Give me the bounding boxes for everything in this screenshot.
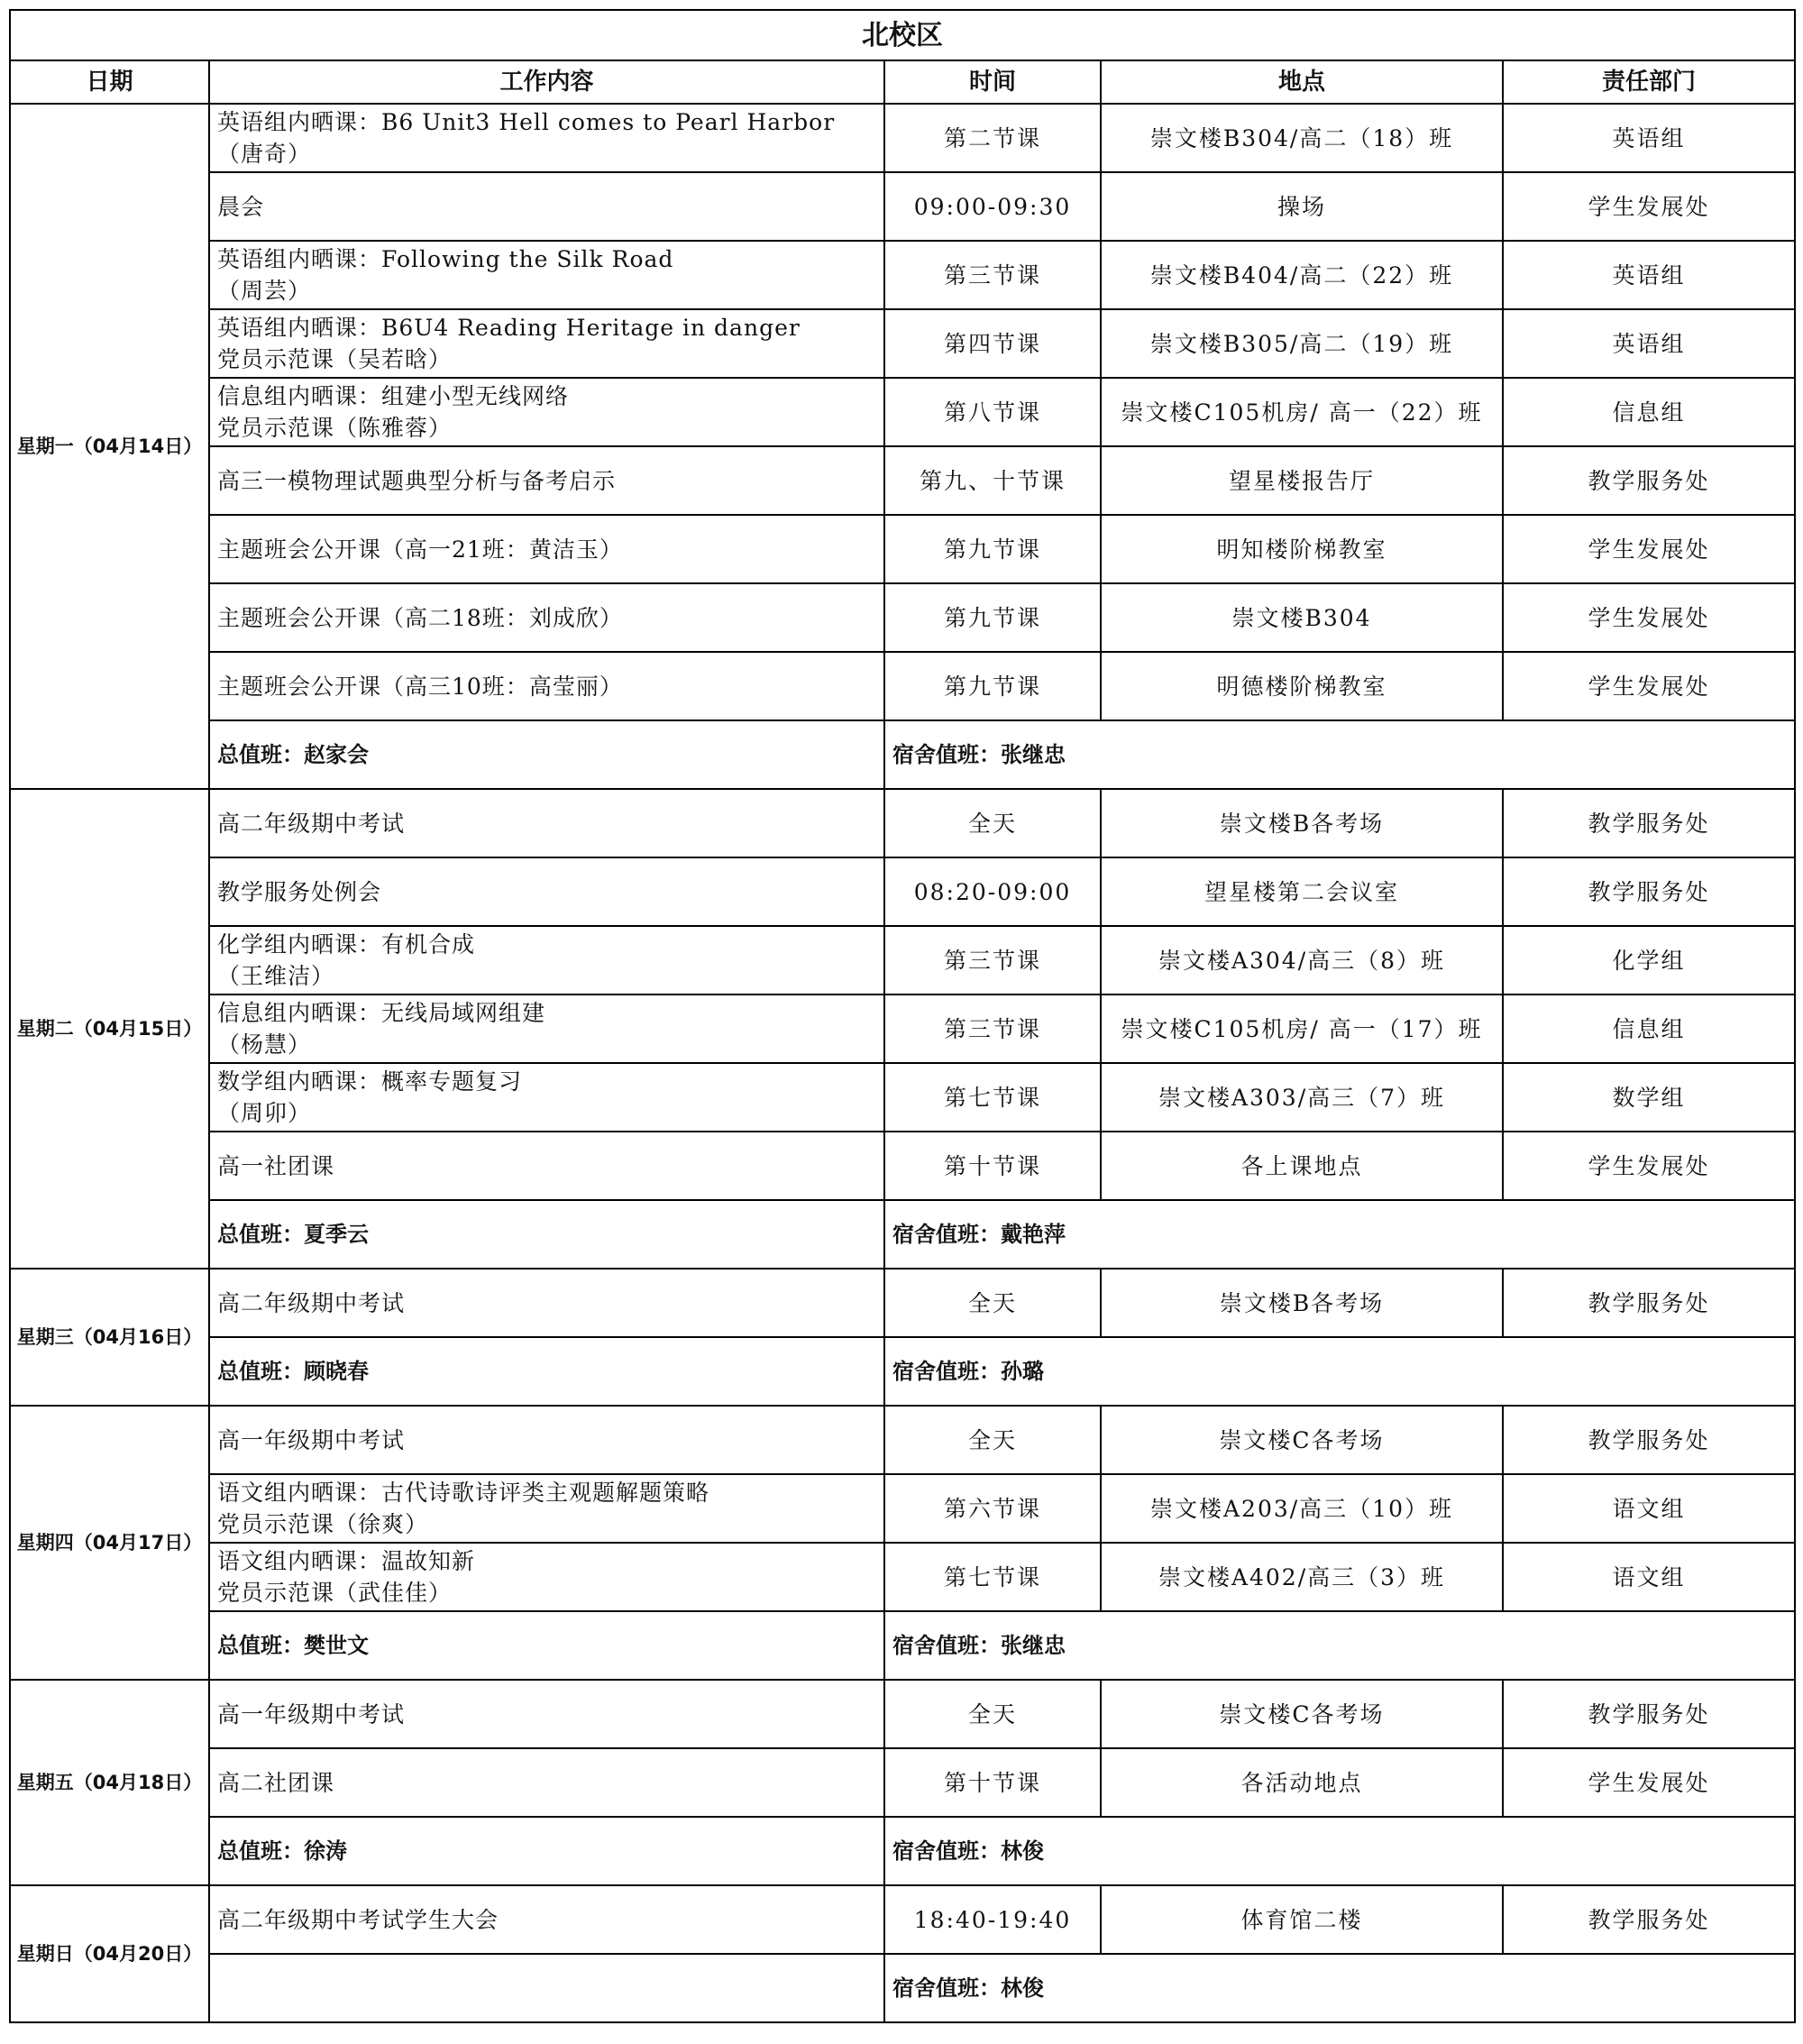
duty-total — [209, 1954, 884, 2022]
duty-dorm: 宿舍值班：林俊 — [884, 1817, 1795, 1885]
header-dept: 责任部门 — [1503, 60, 1795, 104]
header-date: 日期 — [10, 60, 209, 104]
event-place: 崇文楼B304/高二（18）班 — [1101, 104, 1503, 172]
event-place: 崇文楼C各考场 — [1101, 1406, 1503, 1474]
event-content — [209, 1680, 884, 1748]
event-content — [209, 446, 884, 515]
event-time: 第九节课 — [884, 515, 1101, 583]
event-dept: 教学服务处 — [1503, 446, 1795, 515]
event-content-line: （周卯） — [217, 1100, 312, 1126]
event-content — [209, 309, 884, 378]
duty-row — [10, 1954, 1795, 2022]
event-content — [209, 1063, 884, 1132]
event-dept: 学生发展处 — [1503, 1748, 1795, 1817]
event-time: 第十节课 — [884, 1132, 1101, 1200]
day-label: 星期五（04月18日） — [10, 1680, 209, 1885]
event-time: 全天 — [884, 789, 1101, 857]
event-dept: 教学服务处 — [1503, 857, 1795, 926]
event-place: 各上课地点 — [1101, 1132, 1503, 1200]
header-time: 时间 — [884, 60, 1101, 104]
event-row — [10, 309, 1795, 378]
event-content-line: 高一年级期中考试 — [217, 1700, 406, 1728]
event-row — [10, 241, 1795, 309]
event-place: 崇文楼A203/高三（10）班 — [1101, 1474, 1503, 1543]
event-time: 第九节课 — [884, 583, 1101, 652]
event-row — [10, 1885, 1795, 1954]
event-content — [209, 515, 884, 583]
event-content-line: 高三一模物理试题典型分析与备考启示 — [217, 467, 617, 494]
event-place: 崇文楼A303/高三（7）班 — [1101, 1063, 1503, 1132]
event-dept: 学生发展处 — [1503, 172, 1795, 241]
event-time: 第七节课 — [884, 1063, 1101, 1132]
duty-row — [10, 720, 1795, 789]
event-row — [10, 446, 1795, 515]
event-dept: 信息组 — [1503, 378, 1795, 446]
event-place: 体育馆二楼 — [1101, 1885, 1503, 1954]
event-content — [209, 1543, 884, 1611]
event-content-line: 高二社团课 — [217, 1769, 335, 1796]
event-row — [10, 1680, 1795, 1748]
event-time: 全天 — [884, 1406, 1101, 1474]
day-label: 星期二（04月15日） — [10, 789, 209, 1269]
event-content — [209, 1474, 884, 1543]
event-time: 08:20-09:00 — [884, 857, 1101, 926]
event-time: 第八节课 — [884, 378, 1101, 446]
event-content — [209, 857, 884, 926]
event-row — [10, 652, 1795, 720]
event-content-line: 主题班会公开课（高二18班：刘成欣） — [217, 604, 623, 631]
duty-row — [10, 1817, 1795, 1885]
duty-dorm: 宿舍值班：张继忠 — [884, 720, 1795, 789]
event-dept: 教学服务处 — [1503, 1269, 1795, 1337]
event-dept: 教学服务处 — [1503, 1680, 1795, 1748]
event-dept: 学生发展处 — [1503, 652, 1795, 720]
event-content-line: 英语组内晒课：Following the Silk Road — [217, 246, 674, 272]
event-dept: 学生发展处 — [1503, 583, 1795, 652]
event-place: 崇文楼C105机房/ 高一（22）班 — [1101, 378, 1503, 446]
title-row — [10, 10, 1795, 60]
event-content-line: 高二年级期中考试 — [217, 810, 406, 837]
schedule-table — [9, 9, 1796, 2023]
event-place: 明德楼阶梯教室 — [1101, 652, 1503, 720]
duty-row — [10, 1337, 1795, 1406]
event-content-line: 英语组内晒课：B6 Unit3 Hell comes to Pearl Harbor — [217, 109, 836, 135]
day-label: 星期一（04月14日） — [10, 104, 209, 789]
event-time: 第三节课 — [884, 995, 1101, 1063]
campus-title: 北校区 — [10, 10, 1795, 60]
event-dept: 语文组 — [1503, 1543, 1795, 1611]
header-row — [10, 60, 1795, 104]
event-row — [10, 583, 1795, 652]
event-dept: 教学服务处 — [1503, 1885, 1795, 1954]
event-dept: 英语组 — [1503, 104, 1795, 172]
event-place: 崇文楼B305/高二（19）班 — [1101, 309, 1503, 378]
event-time: 全天 — [884, 1680, 1101, 1748]
event-content-line: 化学组内晒课：有机合成 — [217, 931, 476, 958]
event-content — [209, 1406, 884, 1474]
event-time: 18:40-19:40 — [884, 1885, 1101, 1954]
event-content-line: 教学服务处例会 — [217, 878, 382, 905]
event-row — [10, 1269, 1795, 1337]
event-place: 望星楼报告厅 — [1101, 446, 1503, 515]
duty-total: 总值班：顾晓春 — [209, 1337, 884, 1406]
event-row — [10, 789, 1795, 857]
event-row — [10, 378, 1795, 446]
event-content-line: 晨会 — [217, 193, 265, 220]
event-dept: 信息组 — [1503, 995, 1795, 1063]
event-content-line: 党员示范课（武佳佳） — [217, 1580, 453, 1606]
event-content-line: 党员示范课（陈雅蓉） — [217, 415, 453, 441]
event-time: 第九节课 — [884, 652, 1101, 720]
event-content-line: 高二年级期中考试学生大会 — [217, 1906, 499, 1933]
event-content-line: 高一年级期中考试 — [217, 1426, 406, 1453]
event-place: 操场 — [1101, 172, 1503, 241]
event-time: 第四节课 — [884, 309, 1101, 378]
event-content-line: 语文组内晒课：温故知新 — [217, 1548, 476, 1574]
duty-row — [10, 1611, 1795, 1680]
event-content-line: 数学组内晒课：概率专题复习 — [217, 1068, 523, 1095]
event-time: 09:00-09:30 — [884, 172, 1101, 241]
event-dept: 化学组 — [1503, 926, 1795, 995]
header-content: 工作内容 — [209, 60, 884, 104]
event-row — [10, 104, 1795, 172]
event-content-line: （杨慧） — [217, 1031, 312, 1058]
event-dept: 英语组 — [1503, 241, 1795, 309]
event-time: 第六节课 — [884, 1474, 1101, 1543]
event-content — [209, 1132, 884, 1200]
event-content-line: （唐奇） — [217, 141, 312, 167]
event-content — [209, 1885, 884, 1954]
event-place: 崇文楼A402/高三（3）班 — [1101, 1543, 1503, 1611]
event-content — [209, 1748, 884, 1817]
event-dept: 教学服务处 — [1503, 789, 1795, 857]
day-label: 星期日（04月20日） — [10, 1885, 209, 2022]
duty-dorm: 宿舍值班：戴艳萍 — [884, 1200, 1795, 1269]
event-content — [209, 241, 884, 309]
event-content-line: 英语组内晒课：B6U4 Reading Heritage in danger — [217, 315, 801, 341]
event-row — [10, 926, 1795, 995]
event-content-line: 党员示范课（徐爽） — [217, 1511, 429, 1537]
event-content — [209, 172, 884, 241]
event-dept: 学生发展处 — [1503, 515, 1795, 583]
event-dept: 数学组 — [1503, 1063, 1795, 1132]
event-row — [10, 1063, 1795, 1132]
event-row — [10, 1406, 1795, 1474]
duty-dorm: 宿舍值班：张继忠 — [884, 1611, 1795, 1680]
header-place: 地点 — [1101, 60, 1503, 104]
event-place: 各活动地点 — [1101, 1748, 1503, 1817]
event-row — [10, 1474, 1795, 1543]
event-place: 崇文楼A304/高三（8）班 — [1101, 926, 1503, 995]
event-content-line: （周芸） — [217, 278, 312, 304]
duty-total: 总值班：赵家会 — [209, 720, 884, 789]
event-content — [209, 1269, 884, 1337]
event-content — [209, 104, 884, 172]
event-dept: 英语组 — [1503, 309, 1795, 378]
event-place: 崇文楼C105机房/ 高一（17）班 — [1101, 995, 1503, 1063]
event-content-line: 信息组内晒课：无线局域网组建 — [217, 1000, 546, 1026]
event-content-line: 主题班会公开课（高一21班：黄洁玉） — [217, 536, 623, 563]
event-content — [209, 995, 884, 1063]
day-label: 星期四（04月17日） — [10, 1406, 209, 1680]
event-row — [10, 172, 1795, 241]
event-row — [10, 1748, 1795, 1817]
event-place: 望星楼第二会议室 — [1101, 857, 1503, 926]
event-place: 崇文楼B404/高二（22）班 — [1101, 241, 1503, 309]
duty-total: 总值班：徐涛 — [209, 1817, 884, 1885]
event-place: 崇文楼C各考场 — [1101, 1680, 1503, 1748]
duty-dorm: 宿舍值班：孙璐 — [884, 1337, 1795, 1406]
event-place: 崇文楼B304 — [1101, 583, 1503, 652]
event-row — [10, 857, 1795, 926]
event-row — [10, 515, 1795, 583]
event-content-line: 高一社团课 — [217, 1152, 335, 1179]
duty-total: 总值班：樊世文 — [209, 1611, 884, 1680]
event-place: 崇文楼B各考场 — [1101, 789, 1503, 857]
event-dept: 语文组 — [1503, 1474, 1795, 1543]
day-label: 星期三（04月16日） — [10, 1269, 209, 1406]
event-content — [209, 583, 884, 652]
event-content-line: 党员示范课（吴若晗） — [217, 346, 453, 372]
duty-dorm: 宿舍值班：林俊 — [884, 1954, 1795, 2022]
duty-row — [10, 1200, 1795, 1269]
event-content-line: （王维洁） — [217, 963, 335, 989]
event-time: 第十节课 — [884, 1748, 1101, 1817]
event-time: 第三节课 — [884, 241, 1101, 309]
event-dept: 教学服务处 — [1503, 1406, 1795, 1474]
event-content — [209, 652, 884, 720]
event-place: 明知楼阶梯教室 — [1101, 515, 1503, 583]
event-row — [10, 995, 1795, 1063]
event-time: 第三节课 — [884, 926, 1101, 995]
event-time: 第九、十节课 — [884, 446, 1101, 515]
event-content-line: 语文组内晒课：古代诗歌诗评类主观题解题策略 — [217, 1480, 710, 1506]
event-place: 崇文楼B各考场 — [1101, 1269, 1503, 1337]
event-content-line: 高二年级期中考试 — [217, 1289, 406, 1316]
event-dept: 学生发展处 — [1503, 1132, 1795, 1200]
event-content — [209, 789, 884, 857]
event-time: 第七节课 — [884, 1543, 1101, 1611]
duty-total: 总值班：夏季云 — [209, 1200, 884, 1269]
event-row — [10, 1132, 1795, 1200]
event-content — [209, 378, 884, 446]
event-content-line: 主题班会公开课（高三10班：高莹丽） — [217, 673, 623, 700]
event-content-line: 信息组内晒课：组建小型无线网络 — [217, 383, 570, 409]
event-time: 第二节课 — [884, 104, 1101, 172]
event-row — [10, 1543, 1795, 1611]
event-content — [209, 926, 884, 995]
event-time: 全天 — [884, 1269, 1101, 1337]
